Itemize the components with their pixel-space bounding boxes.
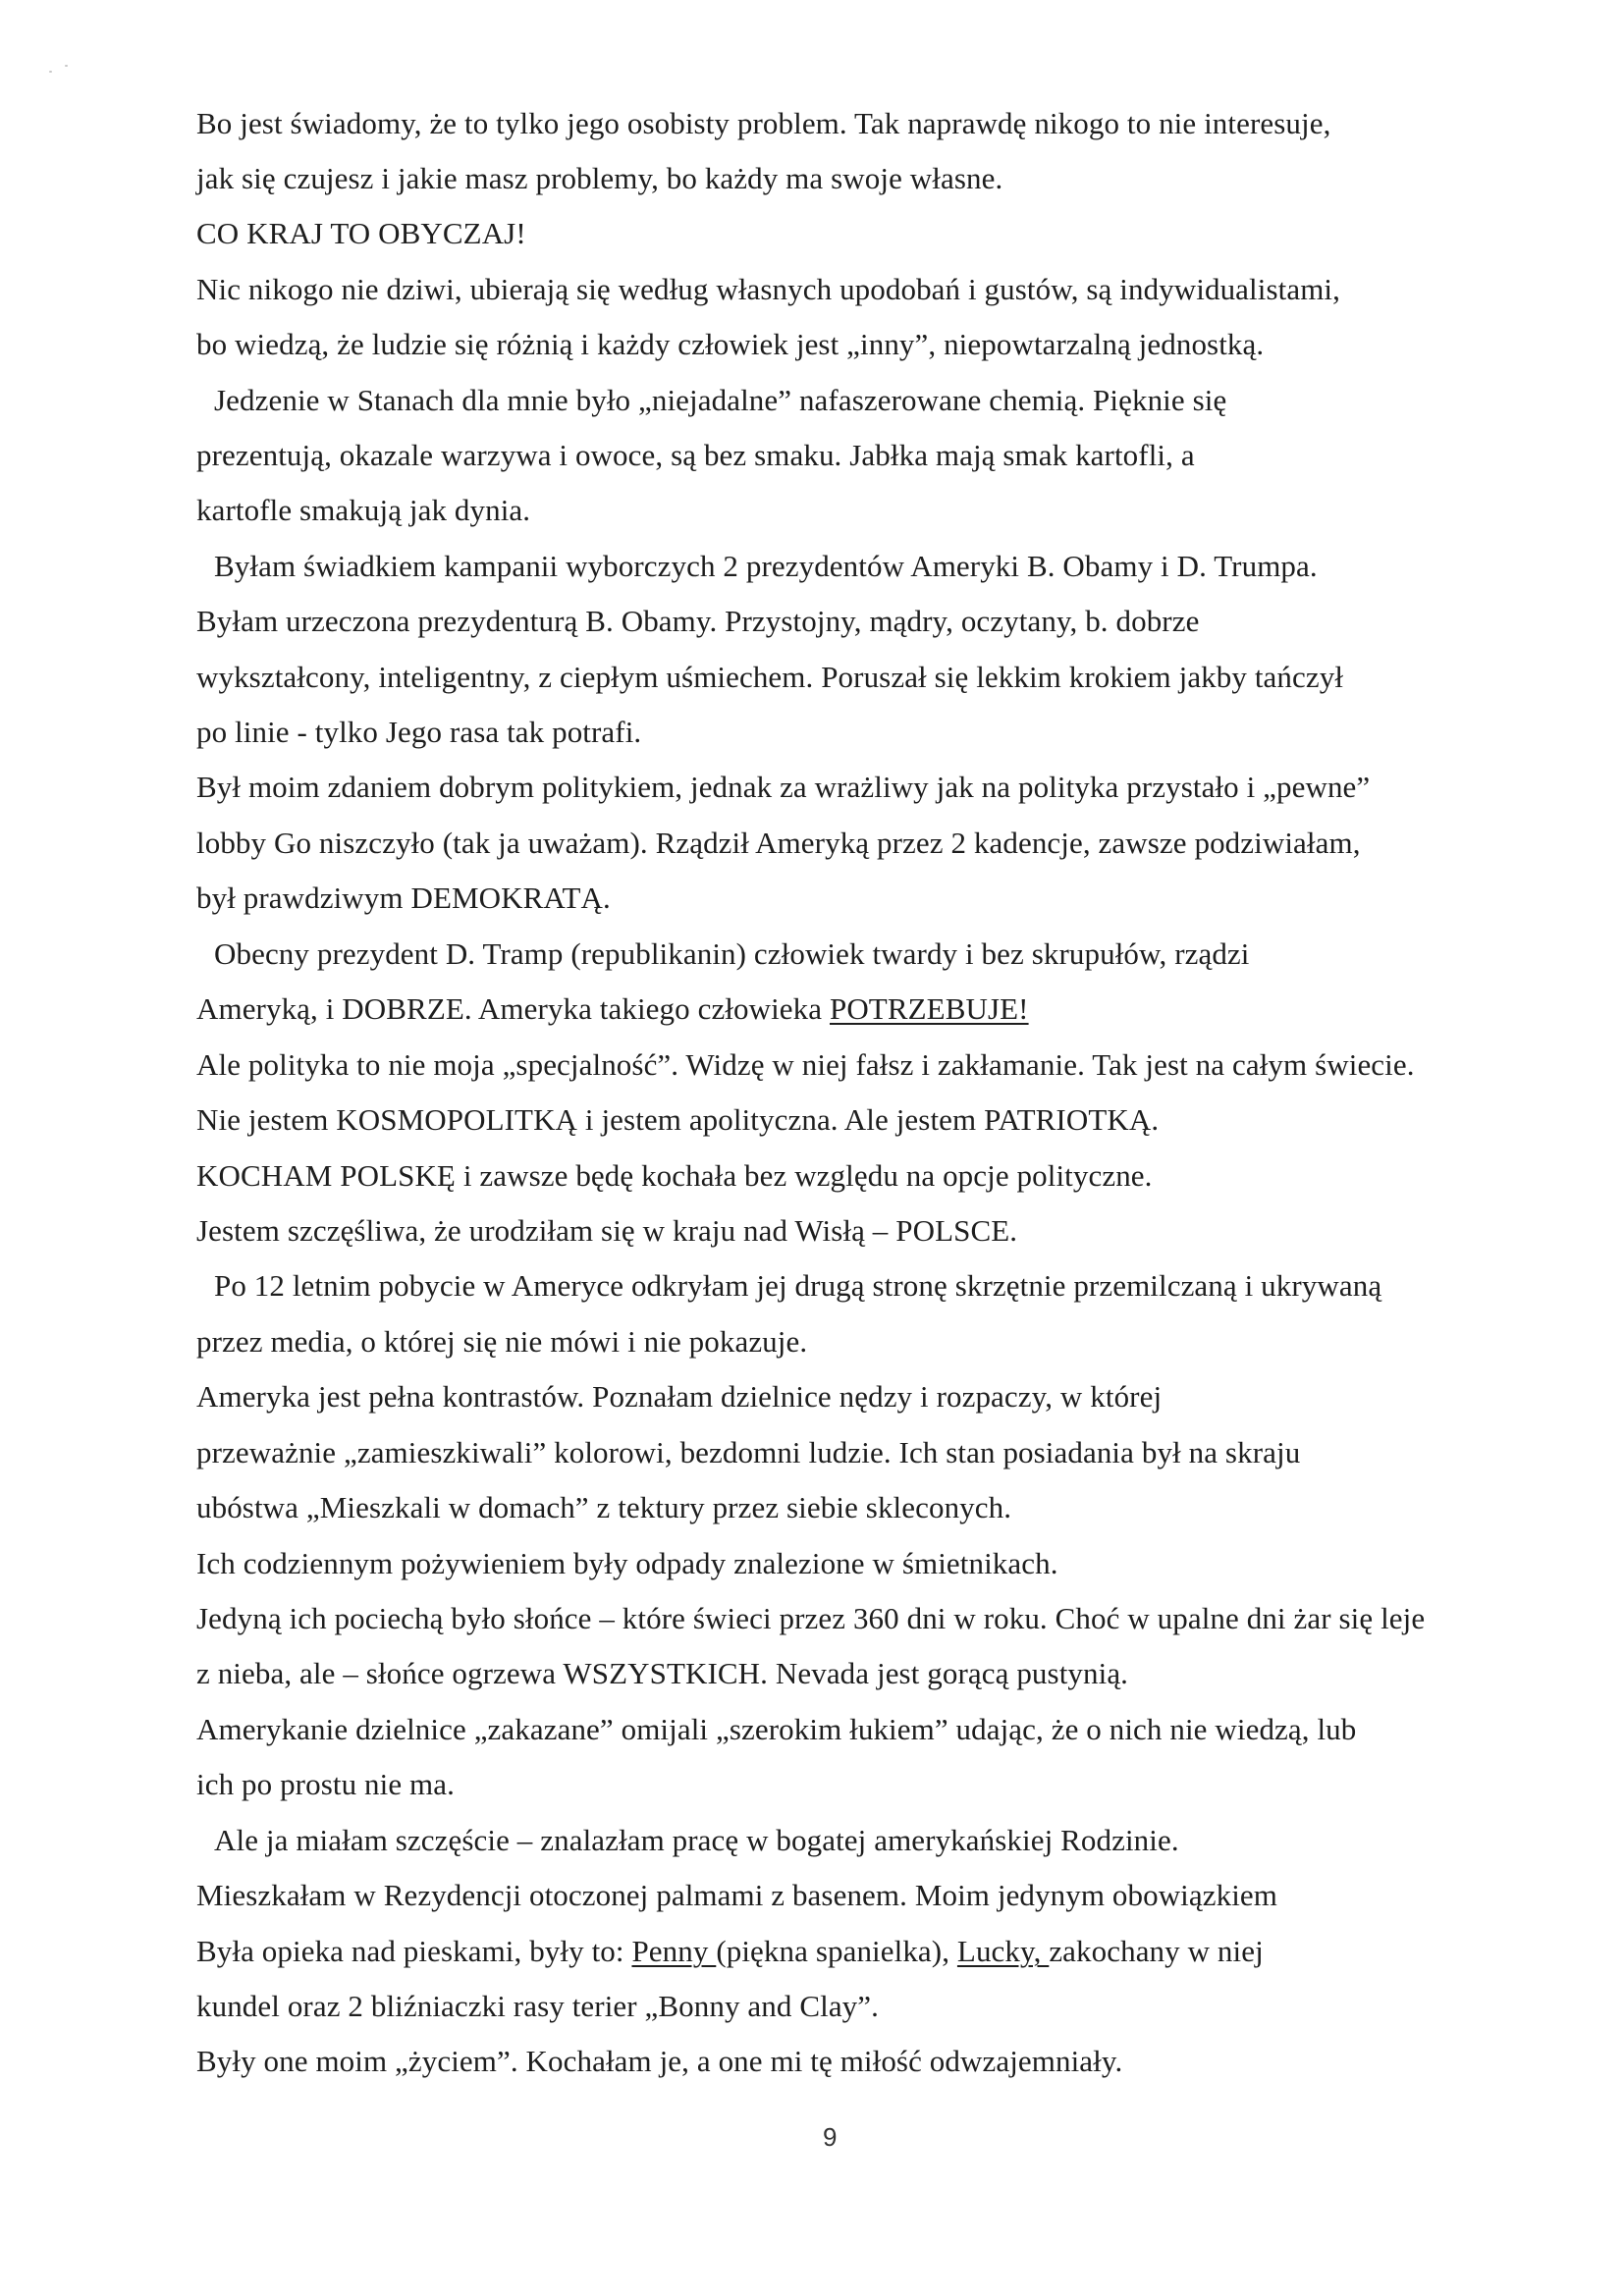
underlined-text: POTRZEBUJE!: [829, 991, 1029, 1026]
text-line: Obecny prezydent D. Tramp (republikanin) człowiek twardy i bez skrupułów, rządzi: [214, 936, 1250, 971]
text-line: przez media, o której się nie mówi i nie pokazuje.: [196, 1324, 808, 1359]
text-segment: Ameryką, i DOBRZE. Ameryka takiego człowieka: [196, 991, 830, 1026]
scan-speck: [49, 71, 52, 73]
text-line: Ale polityka to nie moja „specjalność”. Widzę w niej fałsz i zakłamanie. Tak jest na całym świecie.: [196, 1047, 1415, 1082]
text-line: Po 12 letnim pobycie w Ameryce odkryłam jej drugą stronę skrzętnie przemilczaną i ukrywaną: [214, 1268, 1382, 1303]
text-line: przeważnie „zamieszkiwali” kolorowi, bezdomni ludzie. Ich stan posiadania był na skraju: [196, 1435, 1301, 1469]
text-line: [196, 1934, 1264, 1969]
text-line: Był moim zdaniem dobrym politykiem, jednak za wrażliwy jak na polityka przystało i „pewne”: [196, 770, 1371, 804]
text-line: Bo jest świadomy, że to tylko jego osobisty problem. Tak naprawdę nikogo to nie interesuje,: [196, 106, 1331, 140]
text-line: Nie jestem KOSMOPOLITKĄ i jestem apolityczna. Ale jestem PATRIOTKĄ.: [196, 1102, 1160, 1137]
scan-speck: [65, 65, 68, 67]
text-line: wykształcony, inteligentny, z ciepłym uśmiechem. Poruszał się lekkim krokiem jakby tańczył: [196, 660, 1344, 694]
text-line: bo wiedzą, że ludzie się różnią i każdy człowiek jest „inny”, niepowtarzalną jednostką.: [196, 327, 1265, 361]
text-line: z nieba, ale – słońce ogrzewa WSZYSTKICH. Nevada jest gorącą pustynią.: [196, 1656, 1129, 1690]
text-line: Jestem szczęśliwa, że urodziłam się w kraju nad Wisłą – POLSCE.: [196, 1213, 1018, 1248]
text-line: prezentują, okazale warzywa i owoce, są bez smaku. Jabłka mają smak kartofli, a: [196, 438, 1195, 472]
text-line: kartofle smakują jak dynia.: [196, 493, 531, 527]
text-line: kundel oraz 2 bliźniaczki rasy terier „Bonny and Clay”.: [196, 1989, 879, 2023]
page-number: 9: [823, 2122, 838, 2152]
text-segment: zakochany w niej: [1049, 1934, 1264, 1968]
text-line: Amerykanie dzielnice „zakazane” omijali „szerokim łukiem” udając, że o nich nie wiedzą, lub: [196, 1712, 1357, 1746]
text-line: Ameryka jest pełna kontrastów. Poznałam dzielnice nędzy i rozpaczy, w której: [196, 1379, 1163, 1414]
text-line: jak się czujesz i jakie masz problemy, bo każdy ma swoje własne.: [196, 161, 1003, 195]
text-line: CO KRAJ TO OBYCZAJ!: [196, 216, 526, 250]
underlined-text: Lucky,: [956, 1934, 1050, 1968]
text-line: [196, 991, 1029, 1027]
text-line: Jedzenie w Stanach dla mnie było „niejadalne” nafaszerowane chemią. Pięknie się: [214, 383, 1227, 417]
text-line: Mieszkałam w Rezydencji otoczonej palmami z basenem. Moim jedynym obowiązkiem: [196, 1878, 1277, 1912]
text-segment: (piękna spanielka),: [716, 1934, 957, 1968]
text-line: Nic nikogo nie dziwi, ubierają się według własnych upodobań i gustów, są indywidualistami,: [196, 272, 1340, 306]
text-line: Ich codziennym pożywieniem były odpady znalezione w śmietnikach.: [196, 1546, 1058, 1580]
text-line: był prawdziwym DEMOKRATĄ.: [196, 881, 611, 915]
text-line: po linie - tylko Jego rasa tak potrafi.: [196, 715, 642, 749]
text-line: ubóstwa „Mieszkali w domach” z tektury przez siebie skleconych.: [196, 1490, 1012, 1524]
text-line: ich po prostu nie ma.: [196, 1767, 455, 1801]
text-line: Ale ja miałam szczęście – znalazłam pracę w bogatej amerykańskiej Rodzinie.: [214, 1823, 1179, 1857]
underlined-text: Penny: [631, 1934, 717, 1968]
text-line: Jedyną ich pociechą było słońce – które świeci przez 360 dni w roku. Choć w upalne dni żar się leje: [196, 1601, 1426, 1635]
text-line: KOCHAM POLSKĘ i zawsze będę kochała bez względu na opcje polityczne.: [196, 1158, 1153, 1193]
text-line: lobby Go niszczyło (tak ja uważam). Rządził Ameryką przez 2 kadencje, zawsze podziwiałam,: [196, 826, 1361, 860]
text-line: Byłam urzeczona prezydenturą B. Obamy. Przystojny, mądry, oczytany, b. dobrze: [196, 604, 1200, 638]
text-segment: Była opieka nad pieskami, były to:: [196, 1934, 632, 1968]
text-line: Były one moim „życiem”. Kochałam je, a one mi tę miłość odwzajemniały.: [196, 2044, 1123, 2078]
text-line: Byłam świadkiem kampanii wyborczych 2 prezydentów Ameryki B. Obamy i D. Trumpa.: [214, 549, 1318, 583]
